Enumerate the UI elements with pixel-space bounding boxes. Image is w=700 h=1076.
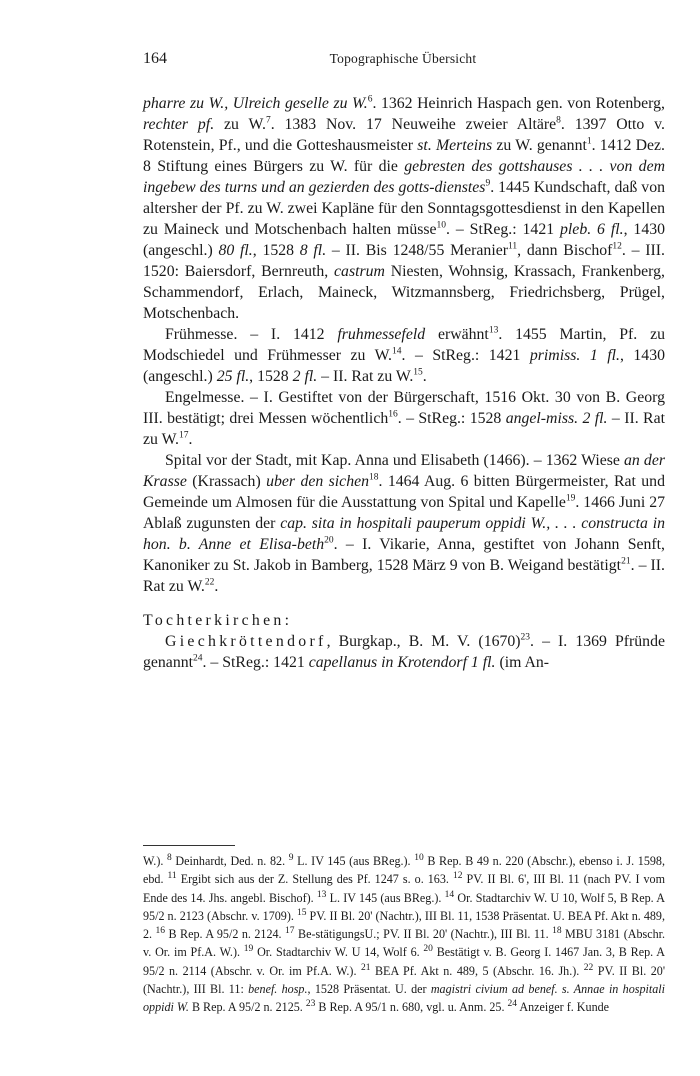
text-run: , Burgkap., B. M. V. (1670): [326, 633, 521, 650]
italic-text: cap. sita in hospitali pauperum oppidi W., . . . constructa in hon. b. Anne et Elisa-beth: [143, 515, 665, 553]
footnote-ref: 9: [485, 178, 491, 189]
text-run: B Rep. B 49 n. 220 (Abschr.), ebenso i. J. 1598, ebd.: [143, 854, 665, 887]
paragraph-giechkroettendorf: [143, 631, 665, 673]
footnote-ref: 19: [565, 493, 576, 504]
page-number: 164: [143, 50, 167, 67]
text-run: . 1464 Aug. 6 bitten Bürgermeister, Rat und Gemeinde um Almosen für die Ausstattung von Spital und Kapelle: [143, 473, 665, 511]
text-run: Or. Stadtarchiv W. U 14, Wolf 6.: [253, 945, 424, 960]
footnote-ref: 15: [296, 907, 307, 918]
italic-text: magistri civium ad benef. s. Annae in hospitali oppidi W.: [143, 982, 665, 1015]
running-title: Topographische Übersicht: [329, 51, 477, 66]
footnote-ref: 12: [612, 241, 622, 252]
footnote-ref: 23: [305, 999, 316, 1010]
italic-text: 80 fl.: [218, 242, 253, 259]
section-heading-tochterkirchen: Tochterkirchen:: [143, 612, 293, 629]
text-run: . 1455 Martin, Pf. zu Modschiedel und Frühmesser zu W.: [143, 326, 665, 364]
text-run: Bestätigt v. B. Georg I. 1467 Jan. 3, B Rep. A 95/2 n. 2114 (Abschr. v. Or. im Pf.A. W.).: [143, 945, 665, 978]
footnote-ref: 11: [507, 241, 518, 252]
text-run: . – StReg.: 1421: [401, 347, 530, 364]
text-run: (Krassach): [186, 473, 267, 490]
paragraph-fruehmesse: [143, 324, 665, 387]
footnote-ref: 24: [193, 653, 203, 664]
footnote-ref: 21: [360, 962, 371, 973]
footnote-ref: 10: [414, 852, 424, 863]
text-run: Be-stätigungsU.; PV. II Bl. 20' (Nachtr.), III Bl. 11.: [294, 927, 553, 942]
footnote-ref: 20: [423, 944, 433, 955]
text-run: Or. Stadtarchiv W. U 10, Wolf 5, B Rep. A 95/2 n. 2123 (Abschr. v. 1709).: [143, 890, 665, 923]
text-run: . – III. 1520: Baiersdorf, Bernreuth,: [143, 242, 665, 280]
footnote-ref: 13: [316, 889, 327, 900]
footnote-ref: 7: [265, 115, 271, 126]
italic-text: 25 fl.: [216, 368, 250, 385]
text-run: . – II. Rat zu W.: [143, 557, 665, 595]
italic-text: rechter pf.: [143, 116, 215, 133]
text-run: PV. II Bl. 20' (Nachtr.), III Bl. 11:: [143, 963, 665, 997]
footnote-text: [143, 852, 665, 1017]
italic-text: fruhmessefeld: [337, 326, 426, 343]
text-run: . – StReg.: 1421: [202, 654, 309, 671]
italic-text: 2 fl.: [292, 368, 318, 385]
text-run: , 1528 Präsentat. U. der: [307, 982, 431, 997]
footnote-ref: 17: [178, 430, 189, 441]
footnote-ref: 20: [324, 535, 334, 546]
footnote-ref: 12: [452, 871, 463, 882]
paragraph-spital: [143, 450, 665, 597]
text-run: – II. Rat zu W.: [143, 410, 665, 448]
text-run: W.).: [143, 854, 168, 868]
text-run: . – StReg.: 1528: [397, 410, 506, 427]
text-run: . 1466 Juni 27 Ablaß zugunsten der: [143, 494, 665, 532]
text-run: , 1430 (angeschl.): [143, 347, 666, 385]
text-run: zu W.: [214, 116, 266, 133]
text-run: , 1528: [252, 242, 300, 259]
footnote-ref: 17: [285, 926, 295, 937]
footnote-ref: 1: [586, 136, 592, 147]
text-run: PV. II Bl. 6', III Bl. 11 (nach PV. I vom Ende des 14. Jhs. angebl. Bischof).: [143, 872, 666, 905]
text-run: . 1412 Dez. 8 Stiftung eines Bürgers zu W. für die: [143, 137, 665, 175]
text-run: Deinhardt, Ded. n. 82.: [171, 854, 289, 868]
text-run: (im An-: [495, 654, 550, 671]
italic-text: 8 fl.: [299, 242, 327, 259]
text-run: . 1445 Kundschaft, daß von altersher der Pf. zu W. zwei Kapläne für den Sonntagsgottesdienst in den Kapellen zu Maineck und Motschenbach halten müsse: [143, 179, 666, 238]
footnote-ref: 9: [288, 852, 294, 863]
text-run: , dann Bischof: [517, 242, 613, 259]
page-header: [143, 50, 663, 72]
text-run: B Rep. A 95/1 n. 680, vgl. u. Anm. 25.: [315, 1000, 508, 1015]
paragraph-engelmesse: [143, 387, 665, 450]
footnote-ref: 6: [367, 94, 373, 105]
italic-text: an der Krasse: [143, 452, 665, 490]
text-run: PV. II Bl. 20' (Nachtr.), III Bl. 11, 1538 Präsentat. U. BEA Pf. Akt n. 489, 2.: [143, 908, 665, 942]
footnote-ref: 22: [583, 962, 594, 973]
footnote-ref: 14: [392, 346, 402, 357]
italic-text: gebresten des gottshauses . . . von dem ingebew des turns und an gezierden des gotts-dienstes: [143, 158, 665, 196]
text-run: , 1430 (angeschl.): [143, 221, 666, 259]
paragraph-parish-history: [143, 93, 665, 324]
text-run: Anzeiger f. Kunde: [517, 1000, 610, 1015]
italic-text: primiss. 1 fl.: [529, 347, 620, 364]
footnote-ref: 16: [388, 409, 398, 420]
text-run: .: [188, 431, 193, 448]
text-run: zu W. genannt: [492, 137, 587, 154]
footnote-ref: 24: [507, 999, 518, 1010]
text-run: .: [422, 368, 427, 385]
italic-text: pharre zu W., Ulreich geselle zu W.: [143, 95, 368, 112]
footnote-ref: 18: [552, 926, 562, 937]
italic-text: angel-miss. 2 fl.: [505, 410, 608, 427]
text-run: . 1383 Nov. 17 Neuweihe zweier Altäre: [270, 116, 557, 133]
italic-text: castrum: [334, 263, 385, 280]
footnote-divider: [143, 845, 235, 846]
text-run: Ergibt sich aus der Z. Stellung des Pf. 1247 s. o. 163.: [176, 872, 453, 887]
text-run: . 1362 Heinrich Haspach gen. von Rotenberg,: [372, 95, 665, 112]
text-run: BEA Pf. Akt n. 489, 5 (Abschr. 16. Jh.).: [370, 963, 584, 978]
footnote-ref: 18: [369, 472, 379, 483]
text-run: . – I. 1369 Pfründe genannt: [143, 633, 665, 671]
italic-text: pleb. 6 fl.: [560, 221, 624, 238]
footnote-ref: 19: [243, 944, 254, 955]
footnote-ref: 8: [167, 852, 172, 863]
footnote-ref: 10: [436, 220, 447, 231]
text-run: B Rep. A 95/2 n. 2124.: [165, 927, 286, 942]
text-run: Engelmesse. – I. Gestiftet von der Bürgerschaft, 1516 Okt. 30 von B. Georg III. bestätigt; drei Messen wöchentlich: [143, 389, 665, 427]
footnote-ref: 21: [621, 556, 631, 567]
italic-text: uber den sichen: [266, 473, 369, 490]
text-run: L. IV 145 (aus BReg.).: [326, 890, 445, 905]
text-run: , 1528: [249, 368, 293, 385]
footnote-ref: 16: [155, 926, 166, 937]
text-run: – II. Bis 1248/55 Meranier: [326, 242, 508, 259]
text-run: B Rep. A 95/2 n. 2125.: [188, 1000, 306, 1015]
text-run: MBU 3181 (Abschr. v. Or. im Pf.A. W.).: [143, 927, 666, 960]
italic-text: st. Merteins: [417, 137, 493, 154]
footnotes: [143, 852, 665, 1017]
text-run: . – I. Vikarie, Anna, gestiftet von Johann Senft, Kanoniker zu St. Jakob in Bamberg, 1528 März 9 von B. Weigand bestätigt: [143, 536, 666, 574]
text-run: L. IV 145 (aus BReg.).: [293, 854, 415, 868]
text-run: Frühmesse. – I. 1412: [165, 326, 338, 343]
main-text: [143, 93, 665, 673]
text-run: erwähnt: [425, 326, 489, 343]
text-run: .: [214, 578, 219, 595]
footnote-ref: 14: [444, 889, 455, 900]
footnote-ref: 15: [413, 367, 423, 378]
text-run: Spital vor der Stadt, mit Kap. Anna und Elisabeth (1466). – 1362 Wiese: [165, 452, 625, 469]
italic-text: benef. hosp.: [248, 982, 308, 997]
footnote-ref: 11: [167, 871, 177, 882]
place-name: Giechkröttendorf: [165, 633, 327, 650]
text-run: . – StReg.: 1421: [446, 221, 561, 238]
footnote-ref: 13: [488, 325, 499, 336]
text-run: . 1397 Otto v. Rotenstein, Pf., und die Gotteshausmeister: [143, 116, 666, 154]
footnote-ref: 23: [520, 632, 531, 643]
footnote-ref: 8: [556, 115, 561, 126]
italic-text: capellanus in Krotendorf 1 fl.: [308, 654, 496, 671]
text-run: Niesten, Wohnsig, Krassach, Frankenberg, Schammendorf, Erlach, Maineck, Witzmannsberg, Friedrichsberg, Prügel, Motschenbach.: [143, 263, 665, 322]
footnote-ref: 22: [204, 577, 215, 588]
text-run: – II. Rat zu W.: [317, 368, 414, 385]
